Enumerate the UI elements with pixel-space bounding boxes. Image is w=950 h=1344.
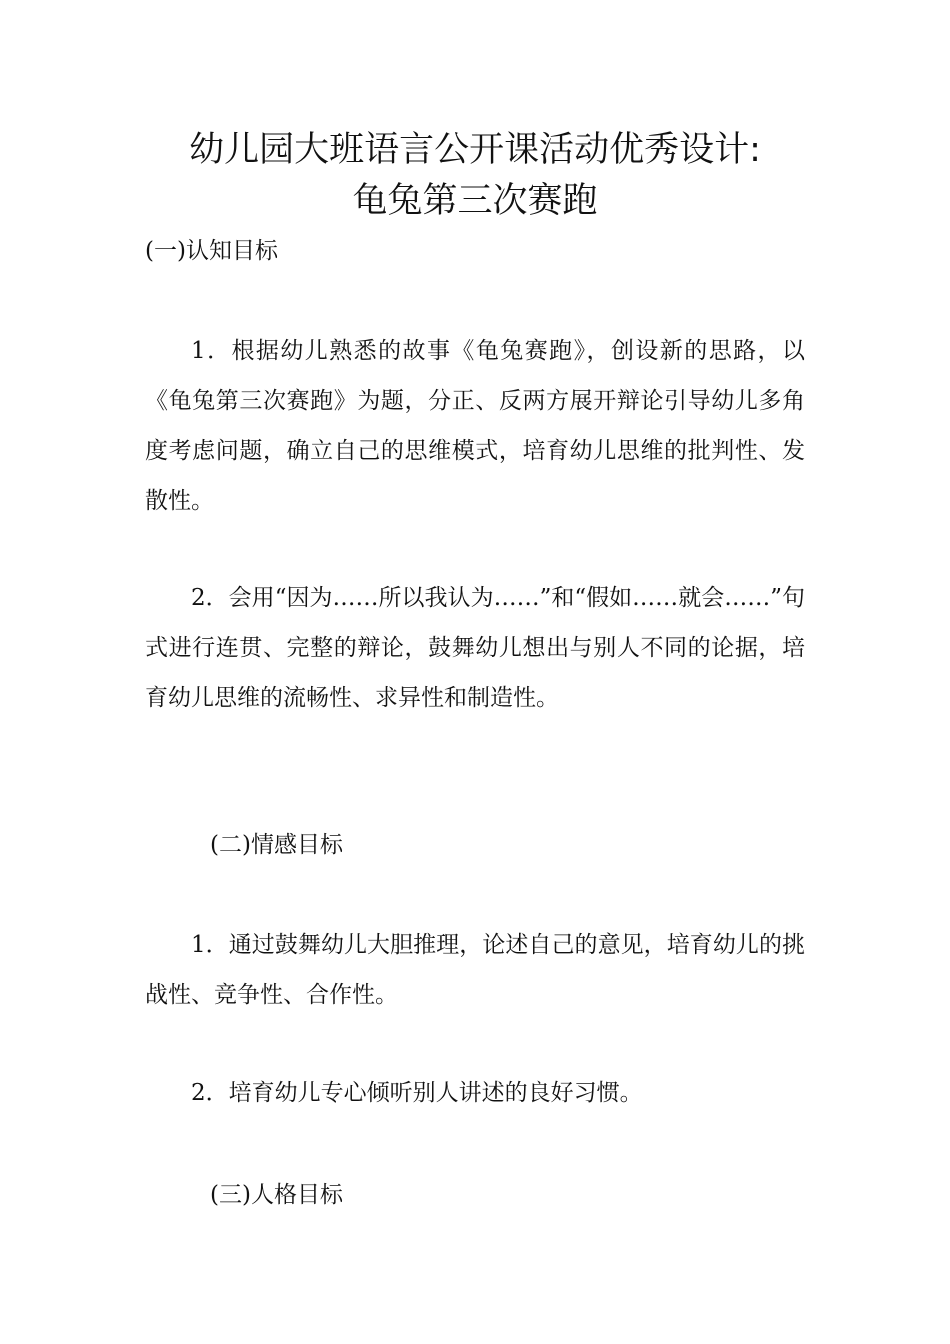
document-title-line-2: 龟兔第三次赛跑: [352, 181, 598, 221]
section-heading-personality: (三)人格目标: [210, 1182, 343, 1208]
paragraph-emotional-2: 2．培育幼儿专心倾听别人讲述的良好习惯。: [191, 1080, 643, 1106]
section-heading-cognitive: (一)认知目标: [145, 238, 278, 264]
paragraph-cognitive-2: 2．会用“因为……所以我认为……”和“假如……就会……”句式进行连贯、完整的辩论，鼓舞幼儿想出与别人不同的论据，培育幼儿思维的流畅性、求异性和制造性。: [145, 585, 805, 711]
paragraph-emotional-1: 1．通过鼓舞幼儿大胆推理，论述自己的意见，培育幼儿的挑战性、竞争性、合作性。: [145, 932, 805, 1008]
section-heading-emotional: (二)情感目标: [210, 832, 343, 858]
paragraph-cognitive-1: 1．根据幼儿熟悉的故事《龟兔赛跑》，创设新的思路，以《龟兔第三次赛跑》为题，分正、反两方展开辩论引导幼儿多角度考虑问题，确立自己的思维模式，培育幼儿思维的批判性、发散性。: [145, 338, 805, 514]
document-title-line-1: 幼儿园大班语言公开课活动优秀设计:: [189, 130, 761, 170]
